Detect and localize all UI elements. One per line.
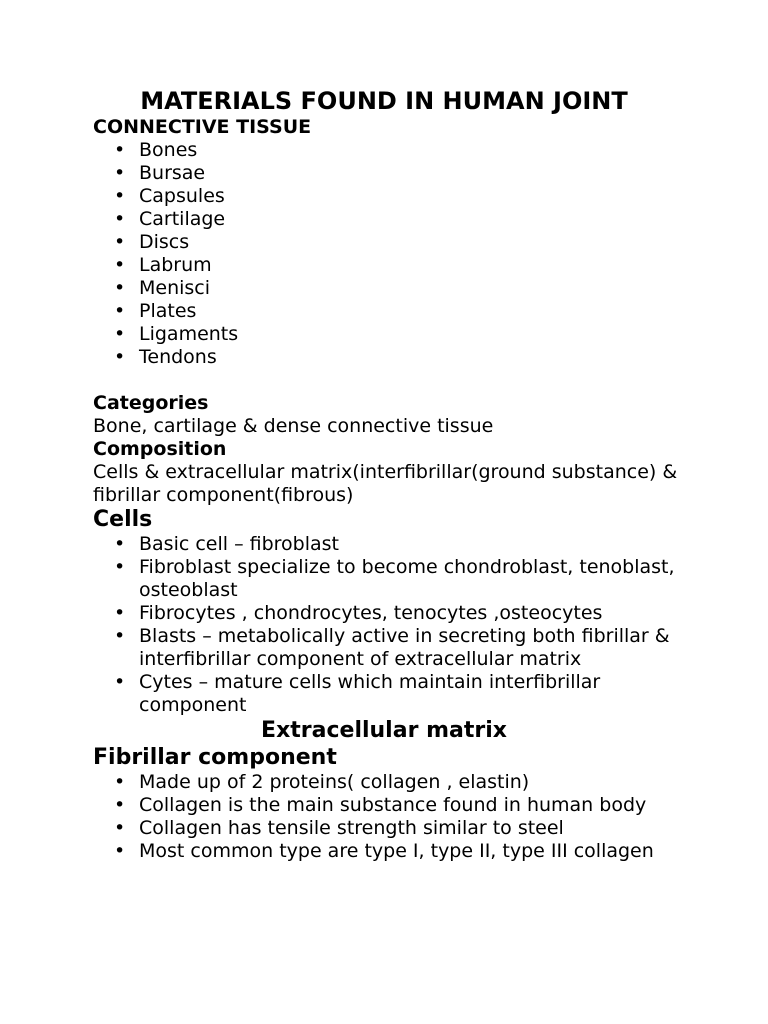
bullet-icon: • <box>114 346 126 368</box>
bullet-icon: • <box>114 625 126 647</box>
bullet-icon: • <box>114 139 126 161</box>
list-item-text: Collagen is the main substance found in human body <box>139 794 647 816</box>
bullet-icon: • <box>114 671 126 693</box>
list-item <box>93 533 693 556</box>
list-item-text: Menisci <box>139 277 211 299</box>
bullet-icon: • <box>114 185 126 207</box>
cells-list <box>93 533 693 717</box>
bullet-icon: • <box>114 300 126 322</box>
bullet-icon: • <box>114 323 126 345</box>
list-item <box>93 840 693 863</box>
list-item <box>93 556 693 602</box>
list-item-text: Bursae <box>139 162 206 184</box>
connective-tissue-heading: CONNECTIVE TISSUE <box>93 116 312 138</box>
list-item <box>93 602 693 625</box>
bullet-icon: • <box>114 840 126 862</box>
categories-text: Bone, cartilage & dense connective tissue <box>93 415 494 437</box>
bullet-icon: • <box>114 533 126 555</box>
bullet-icon: • <box>114 602 126 624</box>
list-item <box>93 346 693 369</box>
list-item-text: Most common type are type I, type II, type III collagen <box>139 840 654 862</box>
list-item <box>93 208 693 231</box>
list-item-text: Collagen has tensile strength similar to steel <box>139 817 564 839</box>
list-item <box>93 162 693 185</box>
list-item-text: Cytes – mature cells which maintain interfibrillar component <box>139 671 601 716</box>
document-page <box>93 86 693 863</box>
composition-text: Cells & extracellular matrix(interfibrillar(ground substance) & fibrillar component(fibrous) <box>93 461 678 506</box>
list-item-text: Fibroblast specialize to become chondroblast, tenoblast, osteoblast <box>139 556 675 601</box>
bullet-icon: • <box>114 817 126 839</box>
fibrillar-component-heading: Fibrillar component <box>93 745 337 770</box>
spacer <box>93 369 693 392</box>
list-item-text: Made up of 2 proteins( collagen , elastin) <box>139 771 530 793</box>
bullet-icon: • <box>114 254 126 276</box>
list-item-text: Cartilage <box>139 208 226 230</box>
fibrillar-component-list <box>93 771 693 863</box>
list-item-text: Plates <box>139 300 197 322</box>
list-item-text: Tendons <box>139 346 217 368</box>
list-item <box>93 625 693 671</box>
list-item-text: Fibrocytes , chondrocytes, tenocytes ,osteocytes <box>139 602 603 624</box>
list-item <box>93 231 693 254</box>
list-item-text: Basic cell – fibroblast <box>139 533 339 555</box>
categories-heading: Categories <box>93 392 209 414</box>
list-item <box>93 771 693 794</box>
list-item-text: Ligaments <box>139 323 239 345</box>
list-item <box>93 277 693 300</box>
bullet-icon: • <box>114 771 126 793</box>
bullet-icon: • <box>114 231 126 253</box>
extracellular-matrix-heading: Extracellular matrix <box>261 718 507 743</box>
bullet-icon: • <box>114 794 126 816</box>
list-item <box>93 817 693 840</box>
bullet-icon: • <box>114 208 126 230</box>
page-title: MATERIALS FOUND IN HUMAN JOINT <box>140 87 628 115</box>
list-item-text: Capsules <box>139 185 225 207</box>
list-item-text: Discs <box>139 231 190 253</box>
connective-tissue-list <box>93 139 693 369</box>
list-item <box>93 794 693 817</box>
composition-heading: Composition <box>93 438 227 460</box>
bullet-icon: • <box>114 556 126 578</box>
list-item <box>93 185 693 208</box>
list-item-text: Labrum <box>139 254 212 276</box>
list-item <box>93 300 693 323</box>
list-item <box>93 671 693 717</box>
list-item <box>93 323 693 346</box>
cells-heading: Cells <box>93 507 153 532</box>
bullet-icon: • <box>114 162 126 184</box>
list-item <box>93 254 693 277</box>
bullet-icon: • <box>114 277 126 299</box>
list-item-text: Bones <box>139 139 198 161</box>
list-item <box>93 139 693 162</box>
list-item-text: Blasts – metabolically active in secreting both fibrillar & interfibrillar component of extracellular matrix <box>139 625 670 670</box>
